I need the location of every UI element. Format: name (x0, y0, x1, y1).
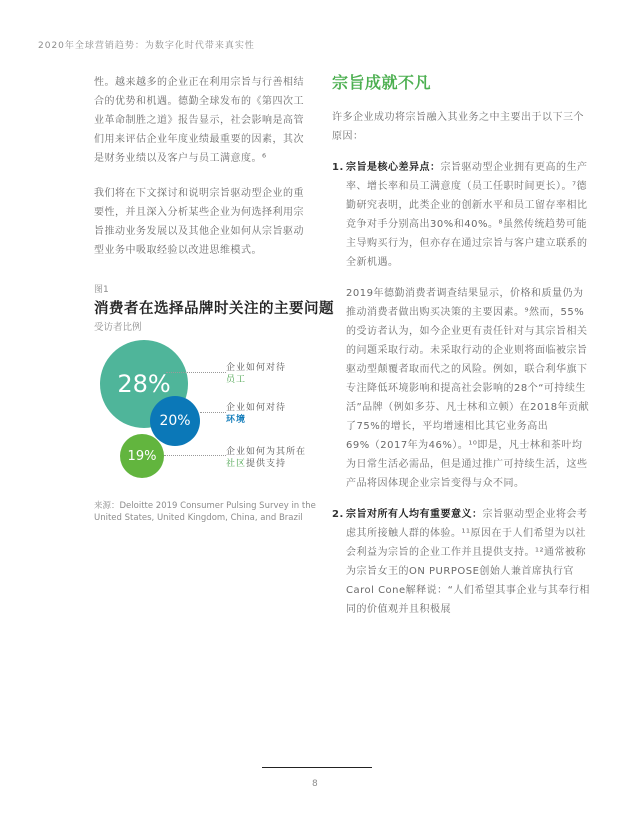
list-item-heading: 宗旨对所有人均有重要意义： (346, 509, 483, 520)
label-line-b: 环境 (226, 415, 247, 425)
left-column (94, 73, 304, 272)
list-item-heading: 宗旨是核心差异点： (346, 162, 441, 173)
footer-rule (262, 767, 372, 768)
section-title: 宗旨成就不凡 (332, 73, 432, 92)
running-header: 2020年全球营销趋势：为数字化时代带来真实性 (38, 41, 255, 51)
label-employees (226, 362, 286, 386)
list-item-2 (332, 505, 590, 619)
figure-subtitle: 受访者比例 (94, 322, 142, 333)
figure-title: 消费者在选择品牌时关注的主要问题 (94, 301, 334, 317)
label-line-a: 企业如何对待 (226, 363, 287, 373)
list-item-1 (332, 158, 590, 272)
label-line-b (226, 458, 306, 470)
label-line-a: 企业如何为其所在 (226, 447, 307, 457)
bubble-community (120, 434, 164, 478)
label-highlight: 社区 (226, 459, 247, 469)
left-paragraph-1: 性。越来越多的企业正在利用宗旨与行善相结合的优势和机遇。德勤全球发布的《第四次工业革命制胜之道》报告显示，社会影响是高管们用来评估企业年度业绩最重要的因素，其次是财务业绩以及客户与员工满意度。⁶ (94, 77, 304, 164)
label-environment (226, 402, 286, 426)
figure-label: 图1 (94, 285, 109, 295)
bubble-value: 19% (127, 448, 157, 464)
list-item-1-paragraph-2: 2019年德勤消费者调查结果显示，价格和质量仍为推动消费者做出购买决策的主要因素。⁹然而，55%的受访者认为，如今企业更有责任针对与其宗旨相关的问题采取行动。未采取行动的企业则将面临被宗旨驱动型颠覆者取而代之的风险。例如，联合利华旗下专注降低环境影响和提高社会影响的28个“可持续生活”品牌（例如多芬、凡士林和立顿）在2018年贡献了75%的增长，平均增速相比其它业务高出69%（2017年为46%）。¹⁰即是，凡士林和茶叶均为日常生活必需品，但是通过推广可持续生活，这些产品将因体现企业宗旨变得与众不同。 (346, 288, 590, 489)
leader-line (164, 455, 226, 456)
right-column (332, 72, 590, 631)
list-item-text: 宗旨驱动型企业拥有更高的生产率、增长率和员工满意度（员工任职时间更长）。⁷德勤研究表明，此类企业的创新水平和员工留存率相比竞争对手分别高出30%和40%。⁸虽然传统趋势可能主导购买行为，但亦存在通过宗旨与客户建立联系的全新机遇。 (346, 162, 588, 268)
list-number: 2. (332, 509, 344, 520)
bubble-value: 28% (117, 370, 171, 398)
label-line-a: 企业如何对待 (226, 403, 287, 413)
list-number: 1. (332, 162, 344, 173)
list-item-text: 宗旨驱动型企业将会考虑其所接触人群的体验。¹¹原因在于人们希望为以社会利益为宗旨的企业工作并且提供支持。¹²通常被称为宗旨女王的ON PURPOSE创始人兼首席执行官Carol Cone解释说：“人们希望其事企业与其奉行相同的价值观并且积极展 (346, 509, 590, 615)
section-intro: 许多企业成功将宗旨融入其业务之中主要出于以下三个原因： (332, 112, 584, 142)
leader-line (200, 412, 226, 413)
page-number: 8 (312, 779, 318, 789)
label-rest: 提供支持 (246, 459, 287, 469)
bubble-value: 20% (159, 413, 191, 429)
figure-source: 来源：Deloitte 2019 Consumer Pulsing Survey in the United States, United Kingdom, China, and Brazil (94, 501, 316, 523)
bubble-environment (150, 396, 200, 446)
leader-line (166, 372, 226, 373)
label-line-b: 员工 (226, 375, 247, 385)
label-community (226, 446, 306, 470)
left-paragraph-2: 我们将在下文探讨和说明宗旨驱动型企业的重要性，并且深入分析某些企业为何选择利用宗旨推动业务发展以及其他企业如何从宗旨驱动型业务中吸取经验以改进思维模式。 (94, 188, 304, 256)
